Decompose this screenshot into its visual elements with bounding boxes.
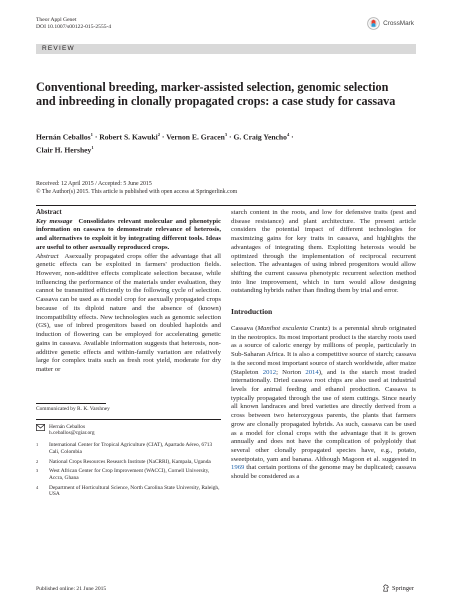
journal-name: Theor Appl Genet xyxy=(36,17,77,23)
intro-text: ; Norton xyxy=(276,368,306,376)
affiliation-marker: 1 xyxy=(90,132,93,137)
intro-text: Cassava ( xyxy=(231,324,258,332)
publisher-name: Springer xyxy=(391,584,414,592)
published-date: Published online: 21 June 2015 xyxy=(36,586,107,592)
author-name[interactable]: Clair H. Hershey xyxy=(36,145,92,155)
communicated-by: Communicated by R. K. Varshney xyxy=(36,406,110,412)
received-accepted: Received: 12 April 2015 / Accepted: 5 June 2015 xyxy=(36,181,152,187)
author-list xyxy=(36,130,416,157)
key-message-label: Key message xyxy=(36,217,73,225)
author-separator: · xyxy=(289,132,294,142)
footnote-rule xyxy=(36,419,221,420)
footnotes xyxy=(36,406,221,501)
affiliation-number: 4 xyxy=(36,484,39,490)
affiliation-marker: 2 xyxy=(157,132,161,137)
crossmark-badge[interactable] xyxy=(367,17,414,30)
citation-link[interactable]: 1969 xyxy=(231,464,245,472)
affiliation-text: Department of Horticultural Science, North Carolina State University, Raleigh, USA xyxy=(49,484,220,498)
affiliation-text: West African Center for Crop Improvement (WACCI), Cornell University, Accra, Ghana xyxy=(49,468,210,481)
affiliation-list xyxy=(36,442,221,498)
intro-text: ), and is the starch most traded internationally. Dried cassava root chips are also used at industrial levels for animal feeding and ethanol production. Cassava is typically propagated through the use of stem cuttings. Since nearly all known landraces and bred varieties are directly derived from a cross between two heterozygous parents, the plants that farmers grow are clonally propagated hybrids. As such, cassava can be used as a model for clonal crops with the advantage that it is grown annually and does not have the complication of polyploidy that several other clonally propagated species have, e.g., potato, sweetpotato, yam and banana. Although Magoon et al. suggested in xyxy=(231,368,416,463)
author-name[interactable]: Hernán Ceballos xyxy=(36,132,91,142)
section-heading: Introduction xyxy=(231,307,273,317)
author-name[interactable]: Robert S. Kawuki xyxy=(99,132,158,142)
introduction-paragraph xyxy=(231,325,416,482)
author-separator: · xyxy=(92,132,100,142)
affiliation-number: 1 xyxy=(36,442,39,448)
abstract-heading: Abstract xyxy=(36,209,62,216)
article-title: Conventional breeding, marker-assisted selection, genomic selection and inbreeding in clonally propagated crops: a case study for cassava xyxy=(36,80,396,109)
author-separator: · xyxy=(160,132,167,142)
abstract-left-column xyxy=(36,209,221,375)
affiliation-marker: 3 xyxy=(224,132,228,137)
key-message xyxy=(36,218,221,253)
author-separator: · xyxy=(227,132,234,142)
author-name[interactable]: G. Craig Yencho xyxy=(233,132,287,142)
corresponding-author xyxy=(36,424,221,437)
species-name: Manihot esculenta xyxy=(257,324,308,332)
doi-text[interactable]: DOI 10.1007/s00122-015-2555-4 xyxy=(36,24,112,30)
contact-email[interactable]: h.ceballos@cgiar.org xyxy=(49,430,95,437)
affiliation-number: 2 xyxy=(36,458,39,464)
crossmark-label: CrossMark xyxy=(383,20,414,27)
affiliation-item xyxy=(36,442,221,455)
author-name[interactable]: Vernon E. Gracen xyxy=(166,132,225,142)
abstract-text: Asexually propagated crops offer the advantage that all genetic effects can be exploited in farmers' production fields. However, non-additive effects complicate selection because, while influencing the performance of the materials under evaluation, they cannot be transmitted efficiently to the following cycle of selection. Cassava can be used as a model crop for asexually propagated crops because of its diploid nature and the absence of (known) incompatibility effects. New technologies such as genomic selection (GS), use of inbred progenitors based on doubled haploids and induction of flowering can be employed for accelerating genetic gains in cassava. Available information suggests that heterosis, non-additive genetic effects and within-family variation are relatively large for complex traits such as fresh root yield, moderate for dry matter or xyxy=(36,252,221,373)
key-message-text: Consolidates relevant molecular and phenotypic information on cassava to demonstrate relevance of heterosis, and alternatives to exploit it by integrating different tools. Ideas are useful to other asexually reproduced crops. xyxy=(36,217,221,251)
affiliation-item xyxy=(36,459,221,466)
affiliation-item xyxy=(36,468,221,481)
intro-text: Crantz) is a perennial shrub originated in the neotropics. Its most important product is the starchy roots used as a source of caloric energy by millions of people, particularly in Sub-Saharan Africa. It is also a competitive source of starch; cassava is the second most important source of starch worldwide, after maize (Stapleton xyxy=(231,324,416,376)
footnote-divider xyxy=(36,403,106,404)
abstract-body xyxy=(36,253,221,375)
envelope-icon xyxy=(36,424,45,431)
affiliation-number: 3 xyxy=(36,468,39,474)
affiliation-text: International Center for Tropical Agriculture (CIAT), Apartado Aéreo, 6713 Cali, Colombia xyxy=(49,442,213,455)
intro-text: that certain portions of the genome may be duplicated; cassava should be considered as a xyxy=(231,464,416,481)
crossmark-icon xyxy=(367,17,380,30)
journal-info xyxy=(36,17,111,31)
citation-link[interactable]: 2014 xyxy=(305,368,319,376)
section-type-bar: REVIEW xyxy=(36,44,416,54)
abstract-right-column xyxy=(231,209,416,482)
springer-horse-icon xyxy=(382,584,390,592)
abstract-label: Abstract xyxy=(36,252,59,260)
affiliation-marker: 4 xyxy=(286,132,290,137)
publisher-logo xyxy=(382,584,414,592)
copyright-line: © The Author(s) 2015. This article is published with open access at Springerlink.com xyxy=(36,189,238,196)
affiliation-marker: 1 xyxy=(91,145,94,151)
divider xyxy=(36,205,416,206)
abstract-continued: starch content in the roots, and low for defensive traits (pest and disease resistance) and plant architecture. The present article considers the potential impact of different technologies for maximizing gains for key traits in cassava, and highlights the advantages of integrating them. Exploiting heterosis would be optimized through the implementation of reciprocal recurrent selection. The advantages of using inbred progenitors would allow shifting the current cassava phenotypic recurrent selection method into line improvement, which in turn would allow designing outstanding hybrids rather than finding them by trial and error. xyxy=(231,209,416,295)
citation-link[interactable]: 2012 xyxy=(262,368,277,376)
affiliation-text: National Crops Resources Research Institute (NaCRRI), Kampala, Uganda xyxy=(49,458,211,465)
contact-name: Hernán Ceballos xyxy=(49,423,86,430)
article-dates xyxy=(36,180,416,196)
affiliation-item xyxy=(36,485,221,498)
